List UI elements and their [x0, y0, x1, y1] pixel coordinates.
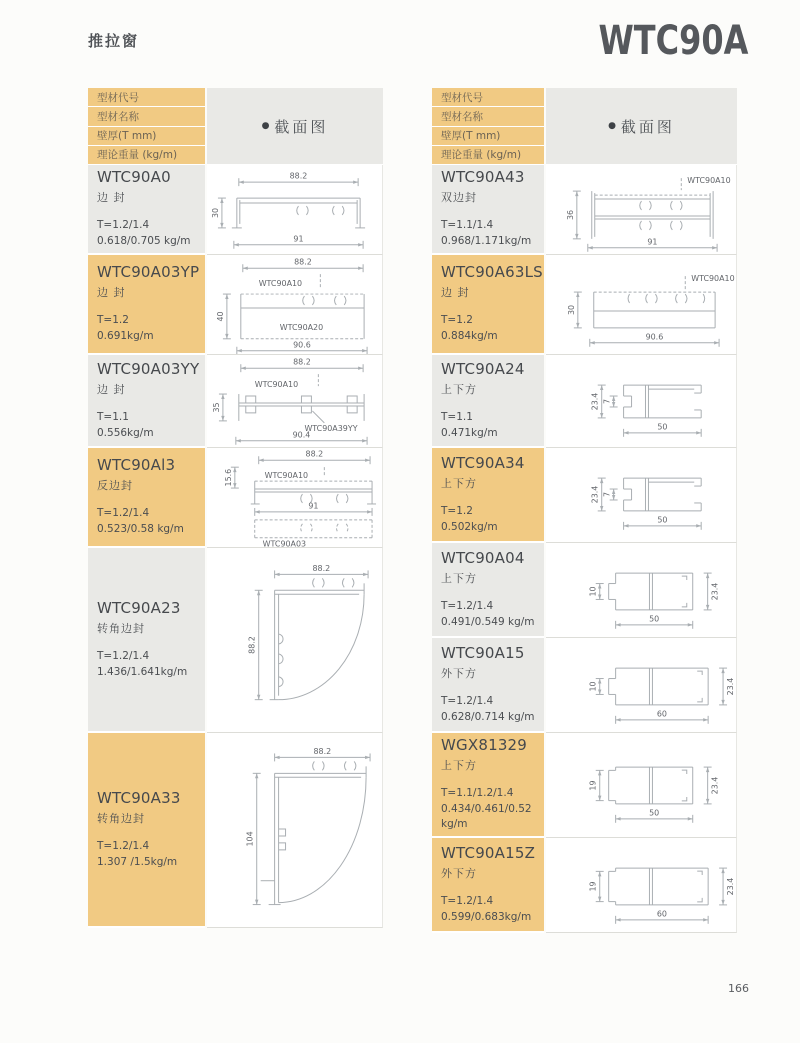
svg-text:88.2: 88.2 — [313, 746, 332, 756]
profile-name: 边 封 — [97, 382, 126, 396]
profile-weight: 1.307 /1.5kg/m — [97, 855, 178, 868]
cross-section-diagram — [546, 448, 737, 543]
profile-code: WTC90A15 — [441, 643, 525, 662]
svg-text:WTC90A10: WTC90A10 — [264, 470, 309, 480]
cross-section-diagram — [546, 355, 737, 448]
cross-section-diagram — [546, 838, 737, 933]
profile-weight: 0.968/1.171kg/m — [441, 235, 532, 247]
profile-thickness: T=1.2/1.4 — [441, 694, 494, 707]
profile-row — [432, 165, 737, 255]
cross-section-diagram — [207, 548, 383, 733]
svg-text:90.6: 90.6 — [645, 331, 664, 341]
profile-name: 双边封 — [441, 191, 477, 205]
header-theoretical-weight: 理论重量 (kg/m) — [432, 146, 544, 165]
cross-section-diagram — [207, 355, 383, 448]
svg-text:91: 91 — [293, 233, 304, 243]
profile-code: WGX81329 — [441, 735, 528, 754]
profile-name: 转角边封 — [97, 621, 145, 635]
profile-thickness: T=1.1 — [441, 410, 473, 423]
profile-code: WTC90A43 — [441, 168, 525, 187]
profile-row — [88, 355, 383, 448]
cross-section-diagram — [207, 255, 383, 355]
svg-text:23.4: 23.4 — [590, 485, 600, 503]
profile-thickness: T=1.2/1.4 — [97, 649, 150, 662]
profile-info-cell — [432, 733, 544, 838]
svg-text:88.2: 88.2 — [247, 635, 257, 654]
profile-code: WTC90A0 — [97, 168, 171, 187]
svg-text:WTC90A03: WTC90A03 — [262, 539, 307, 548]
svg-text:7: 7 — [602, 398, 612, 404]
profile-name: 上下方 — [441, 382, 477, 396]
profile-info-cell — [88, 165, 205, 255]
cross-section-diagram — [546, 165, 737, 255]
svg-text:40: 40 — [215, 310, 225, 321]
svg-text:19: 19 — [588, 779, 598, 791]
profile-row — [432, 355, 737, 448]
cross-section-diagram — [207, 733, 383, 928]
profile-info-cell — [432, 838, 544, 933]
profile-code: WTC90A34 — [441, 453, 525, 472]
svg-text:23.4: 23.4 — [590, 392, 600, 410]
profile-row — [88, 448, 383, 548]
header-profile-code: 型材代号 — [432, 88, 544, 107]
profile-name: 外下方 — [441, 866, 477, 880]
profile-thickness: T=1.2/1.4 — [441, 894, 494, 907]
profile-thickness: T=1.1/1.4 — [441, 219, 494, 232]
profile-name: 反边封 — [97, 479, 133, 493]
section-diagram-header — [546, 88, 737, 165]
profile-name: 外下方 — [441, 666, 477, 680]
header-label-column — [88, 88, 205, 165]
profile-code: WTC90A24 — [441, 359, 525, 378]
profile-code: WTC90Al3 — [97, 456, 176, 475]
profile-weight: 1.436/1.641kg/m — [97, 665, 188, 678]
svg-text:90.4: 90.4 — [292, 429, 311, 439]
profile-weight: 0.471kg/m — [441, 426, 498, 439]
profile-weight: 0.491/0.549 kg/m — [441, 615, 535, 628]
profile-info-cell — [432, 165, 544, 255]
table-header — [432, 88, 737, 165]
svg-text:WTC90A10: WTC90A10 — [254, 379, 299, 389]
profile-code: WTC90A04 — [441, 548, 525, 567]
spacer — [441, 881, 538, 894]
profile-weight: 0.618/0.705 kg/m — [97, 235, 191, 247]
profile-code: WTC90A03YY — [97, 359, 200, 378]
svg-text:23.4: 23.4 — [726, 677, 736, 695]
profile-weight: 0.691kg/m — [97, 330, 154, 342]
svg-text:15.6: 15.6 — [223, 468, 233, 486]
svg-text:88.2: 88.2 — [289, 171, 308, 181]
series-title: WTC90A — [598, 18, 748, 64]
profile-row — [432, 838, 737, 933]
spacer — [441, 586, 538, 599]
cross-section-diagram — [546, 255, 737, 355]
svg-text:WTC90A10: WTC90A10 — [691, 273, 735, 283]
table-header — [88, 88, 383, 165]
header-profile-name: 型材名称 — [88, 107, 205, 126]
cross-section-diagram — [207, 165, 383, 255]
cross-section-diagram — [546, 543, 737, 638]
svg-text:WTC90A39YY: WTC90A39YY — [304, 423, 358, 433]
spacer — [441, 397, 538, 410]
profile-thickness: T=1.2 — [97, 314, 129, 327]
profile-code: WTC90A63LS — [441, 263, 543, 282]
profile-row — [88, 548, 383, 733]
svg-text:23.4: 23.4 — [710, 776, 720, 794]
spacer — [441, 491, 538, 504]
svg-text:88.2: 88.2 — [293, 357, 311, 367]
bullet-icon: ● — [261, 121, 270, 131]
category-title: 推拉窗 — [88, 32, 140, 50]
cross-section-diagram — [546, 638, 737, 733]
page-number: 166 — [728, 982, 749, 995]
svg-text:50: 50 — [657, 514, 668, 524]
spacer — [97, 205, 199, 218]
spacer — [97, 493, 199, 506]
profile-code: WTC90A23 — [97, 598, 181, 617]
profile-info-cell — [88, 733, 205, 928]
svg-text:10: 10 — [588, 680, 598, 692]
profile-info-cell — [432, 355, 544, 448]
profile-row — [88, 733, 383, 928]
profile-thickness: T=1.2/1.4 — [97, 839, 150, 852]
profile-name: 转角边封 — [97, 811, 145, 825]
svg-text:23.4: 23.4 — [726, 877, 736, 895]
profile-weight: 0.434/0.461/0.52 kg/m — [441, 802, 532, 831]
svg-text:WTC90A10: WTC90A10 — [687, 175, 731, 185]
profile-row — [432, 255, 737, 355]
spacer — [441, 300, 538, 313]
svg-text:30: 30 — [210, 207, 220, 218]
header-profile-code: 型材代号 — [88, 88, 205, 107]
svg-text:19: 19 — [588, 880, 598, 892]
svg-text:30: 30 — [566, 304, 576, 315]
svg-text:88.2: 88.2 — [305, 449, 324, 459]
svg-text:90.6: 90.6 — [293, 339, 311, 349]
profile-name: 边 封 — [97, 191, 126, 205]
profile-name: 上下方 — [441, 476, 477, 490]
profile-weight: 0.628/0.714 kg/m — [441, 710, 535, 723]
profile-table-left — [88, 88, 383, 928]
svg-text:50: 50 — [657, 421, 668, 431]
profile-info-cell — [432, 255, 544, 355]
profile-thickness: T=1.2 — [441, 504, 473, 517]
header-wall-thickness: 壁厚(T mm) — [432, 127, 544, 146]
profile-name: 边 封 — [97, 286, 126, 300]
profile-row — [88, 165, 383, 255]
profile-info-cell — [88, 255, 205, 355]
profile-weight: 0.599/0.683kg/m — [441, 910, 532, 923]
profile-weight: 0.502kg/m — [441, 520, 498, 533]
bullet-icon: ● — [608, 121, 616, 131]
profile-row — [432, 543, 737, 638]
profile-info-cell — [432, 638, 544, 733]
section-title: 截面图 — [274, 117, 329, 136]
profile-thickness: T=1.2/1.4 — [97, 507, 150, 520]
spacer — [441, 681, 538, 694]
svg-text:7: 7 — [602, 491, 612, 497]
profile-thickness: T=1.1/1.2/1.4 — [441, 786, 514, 799]
profile-thickness: T=1.1 — [97, 410, 129, 423]
svg-text:23.4: 23.4 — [710, 582, 720, 600]
spacer — [97, 636, 199, 649]
profile-info-cell — [88, 355, 205, 448]
profile-weight: 0.884kg/m — [441, 330, 498, 342]
profile-name: 边 封 — [441, 286, 470, 300]
profile-info-cell — [432, 543, 544, 638]
svg-text:91: 91 — [308, 500, 319, 510]
profile-name: 上下方 — [441, 758, 477, 772]
profile-row — [88, 255, 383, 355]
cross-section-diagram — [207, 448, 383, 548]
svg-text:WTC90A10: WTC90A10 — [258, 278, 303, 288]
header-profile-name: 型材名称 — [432, 107, 544, 126]
table-rows — [432, 165, 737, 933]
profile-name: 上下方 — [441, 571, 477, 585]
table-rows — [88, 165, 383, 928]
profile-code: WTC90A33 — [97, 788, 181, 807]
svg-text:88.2: 88.2 — [294, 257, 312, 267]
header-theoretical-weight: 理论重量 (kg/m) — [88, 146, 205, 165]
svg-text:35: 35 — [211, 401, 221, 413]
spacer — [441, 773, 538, 786]
svg-text:88.2: 88.2 — [312, 563, 331, 573]
profile-row — [432, 638, 737, 733]
svg-text:60: 60 — [656, 708, 667, 718]
svg-text:10: 10 — [588, 585, 598, 597]
svg-text:50: 50 — [649, 807, 660, 817]
profile-table-right — [432, 88, 737, 933]
profile-thickness: T=1.2/1.4 — [441, 599, 494, 612]
header-label-column — [432, 88, 544, 165]
profile-thickness: T=1.2/1.4 — [97, 219, 150, 232]
spacer — [97, 300, 199, 313]
section-diagram-header — [207, 88, 383, 165]
profile-thickness: T=1.2 — [441, 314, 473, 327]
profile-info-cell — [432, 448, 544, 543]
profile-info-cell — [88, 448, 205, 548]
profile-row — [432, 448, 737, 543]
spacer — [441, 205, 538, 218]
profile-weight: 0.523/0.58 kg/m — [97, 523, 184, 535]
svg-text:91: 91 — [647, 236, 658, 246]
svg-text:WTC90A20: WTC90A20 — [279, 322, 324, 332]
spacer — [97, 826, 199, 839]
cross-section-diagram — [546, 733, 737, 838]
svg-text:104: 104 — [245, 830, 255, 847]
profile-code: WTC90A03YP — [97, 263, 200, 282]
section-title: 截面图 — [620, 117, 675, 136]
svg-text:50: 50 — [649, 613, 660, 623]
svg-text:60: 60 — [656, 908, 667, 918]
svg-text:36: 36 — [565, 209, 575, 220]
spacer — [97, 397, 199, 410]
header-wall-thickness: 壁厚(T mm) — [88, 127, 205, 146]
profile-weight: 0.556kg/m — [97, 426, 154, 439]
profile-row — [432, 733, 737, 838]
profile-code: WTC90A15Z — [441, 843, 536, 862]
profile-info-cell — [88, 548, 205, 733]
